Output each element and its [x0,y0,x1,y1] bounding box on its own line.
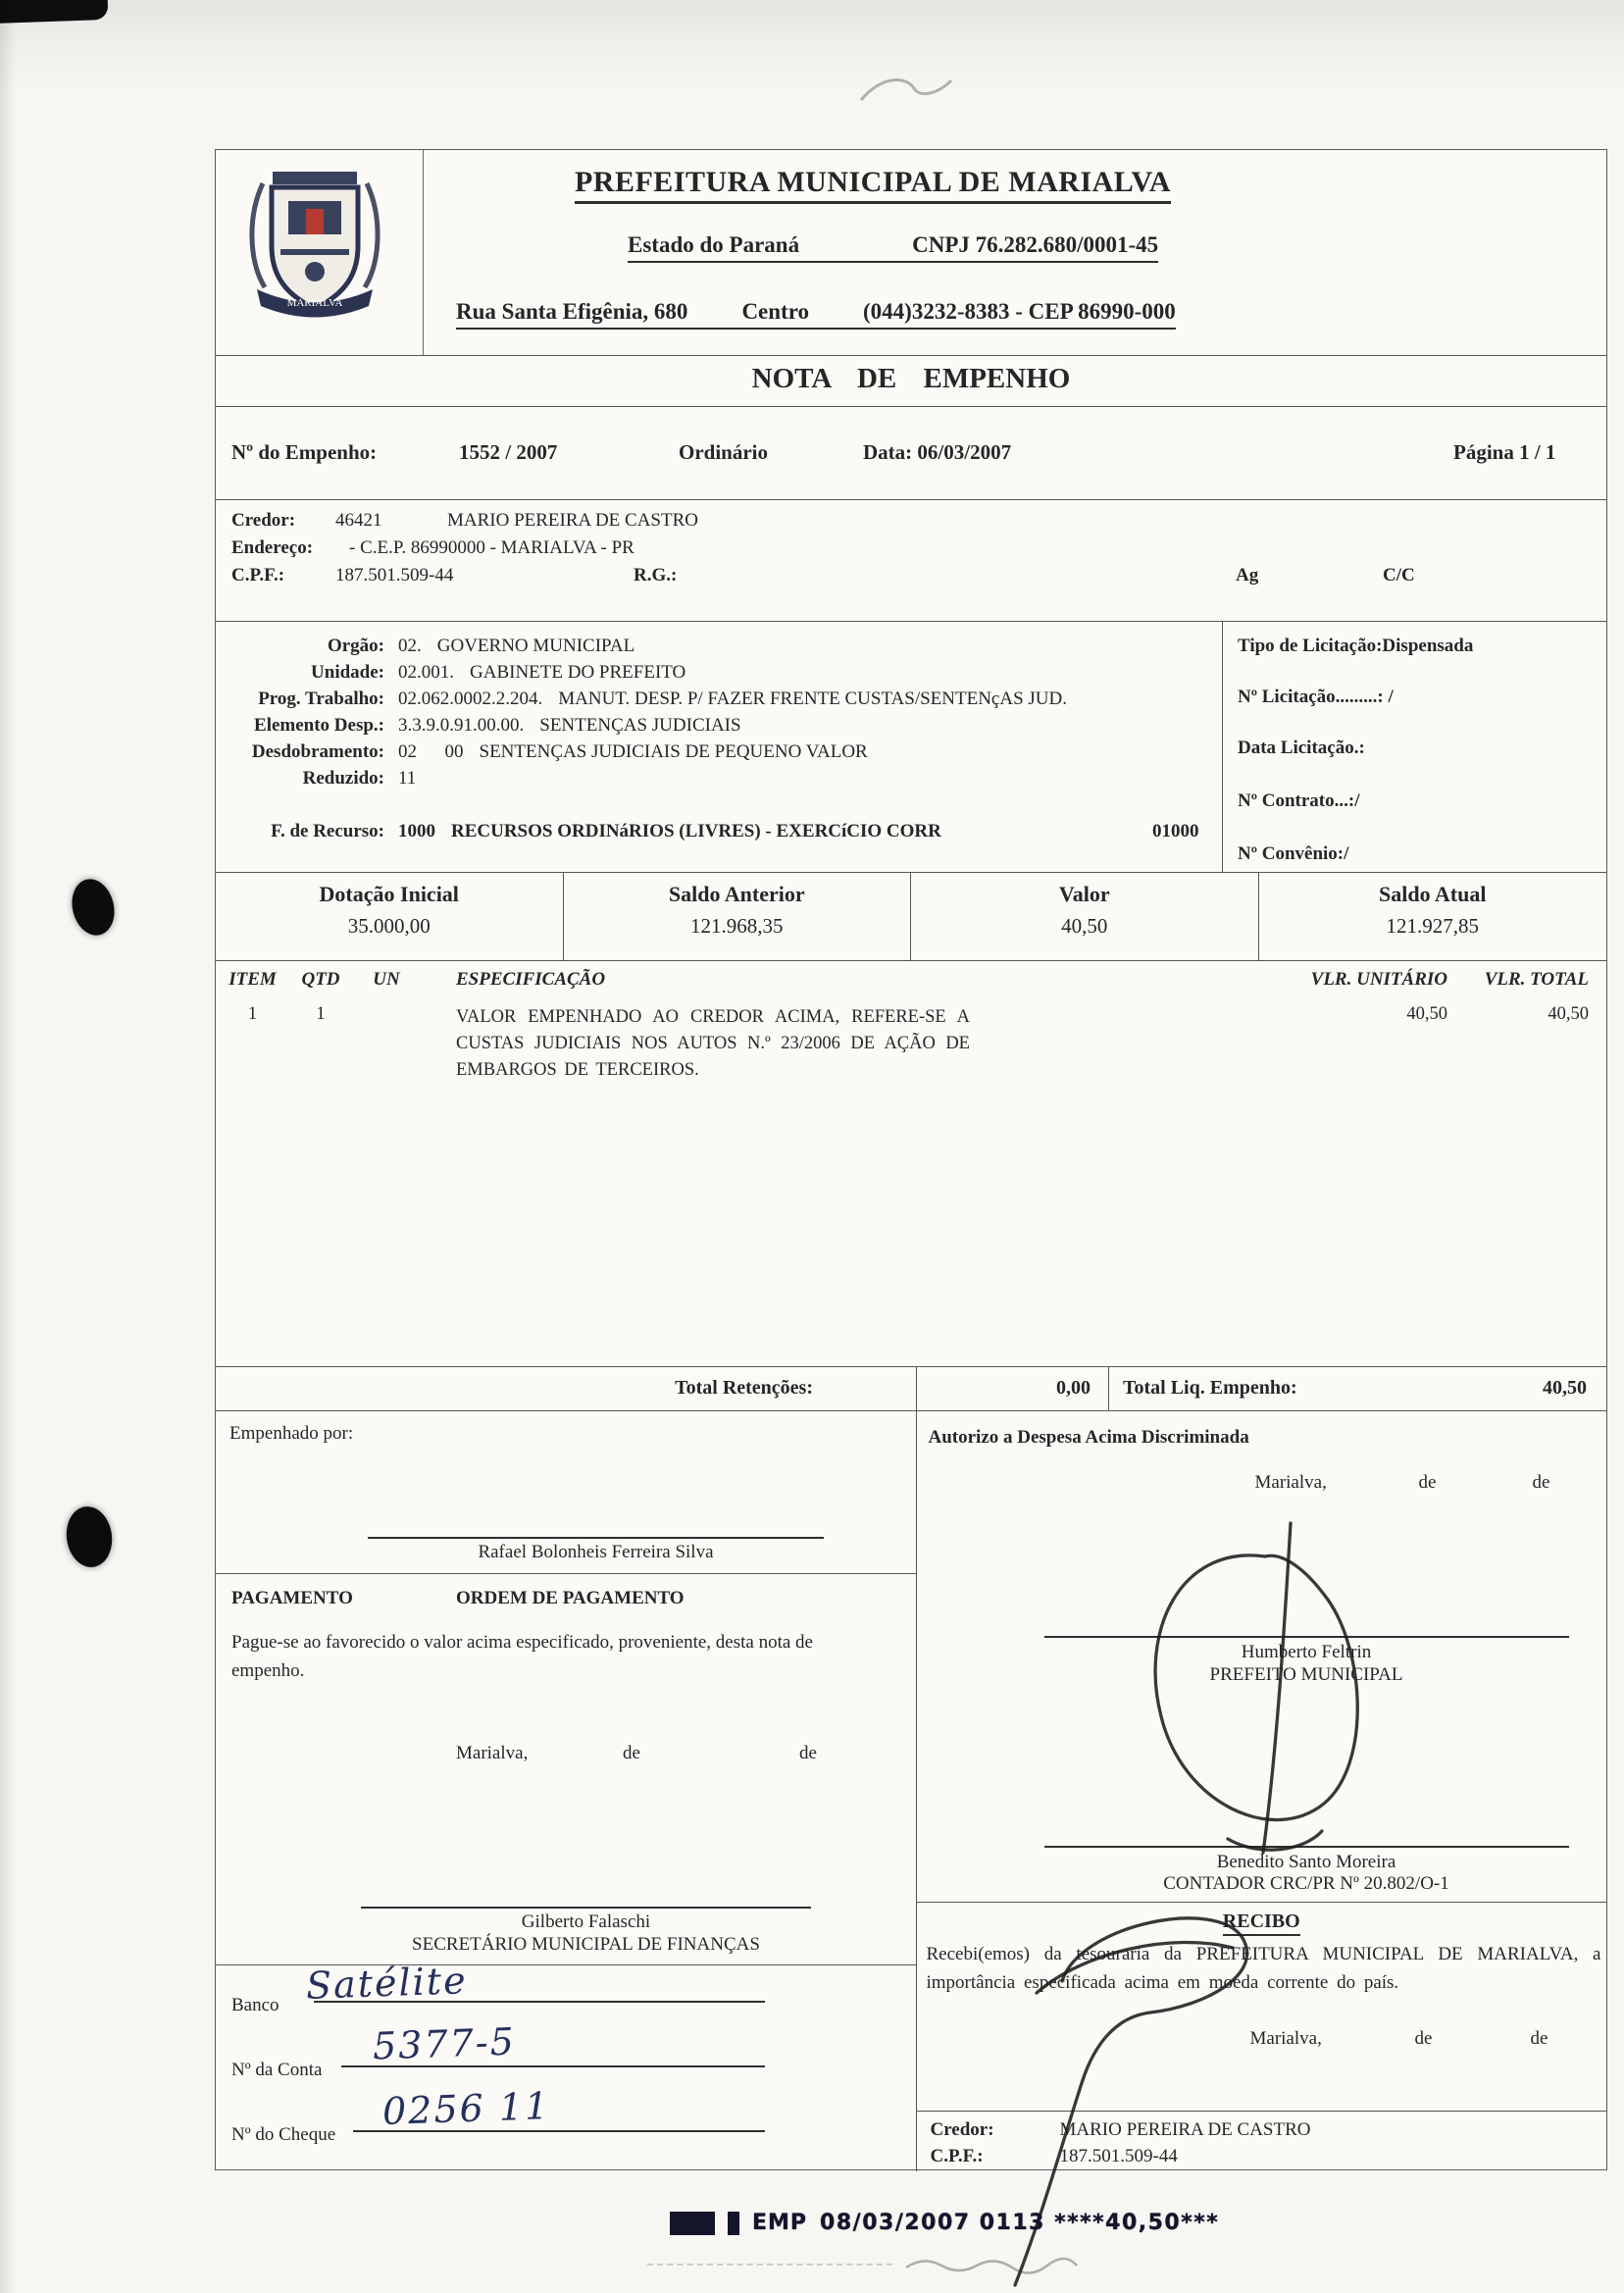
footer-left-column [216,1411,917,2171]
address-line [456,299,1176,330]
reduzido-label: Reduzido: [302,768,384,789]
banco-label: Banco [231,1995,279,2015]
prefeito-name: Humberto Feltrin [1241,1642,1372,1662]
fonte-desc: RECURSOS ORDINáRIOS (LIVRES) - EXERCíCIO CORR [451,821,941,841]
item-description: VALOR EMPENHADO AO CREDOR ACIMA, REFERE-SE A CUSTAS JUDICIAIS NOS AUTOS N.º 23/2006 DE AÇÃO DE EMBARGOS DE TERCEIROS. [456,1007,970,1080]
stamp-value-text: 08/03/2007 0113 ****40,50*** [820,2211,1220,2235]
item-quantity: 1 [316,1004,326,1024]
col-item-header: ITEM [228,969,277,990]
total-liq-value: 40,50 [1543,1377,1587,1399]
secretario-title: SECRETÁRIO MUNICIPAL DE FINANÇAS [412,1934,760,1955]
prog-code: 02.062.0002.2.204. [398,688,543,709]
scan-dashed-artifact [647,2264,892,2266]
contador-title: CONTADOR CRC/PR Nº 20.802/O-1 [1163,1873,1449,1894]
hole-punch-top [67,875,121,940]
stamp-block-glyph [728,2212,739,2235]
item-total-value: 40,50 [1548,1004,1589,1024]
rg-label: R.G.: [634,565,678,586]
dotacao-inicial-header: Dotação Inicial [319,882,459,906]
empenhado-por-label: Empenhado por: [229,1423,354,1444]
pagamento-text: Pague-se ao favorecido o valor acima especificado, proveniente, desta nota de empenho. [231,1632,813,1681]
recibo-title-wrap [917,1911,1607,1936]
page-indicator: Página 1 / 1 [1453,440,1556,464]
city-label: Marialva, [456,1743,529,1763]
dotacao-inicial-value: 35.000,00 [347,914,431,938]
elemento-label: Elemento Desp.: [254,715,384,736]
address-value: - C.E.P. 86990000 - MARIALVA - PR [349,537,634,558]
phone-cep-label: (044)3232-8383 - CEP 86990-000 [863,299,1176,324]
de-label: de [1414,2028,1433,2049]
handwritten-cheque-value: 0256 11 [381,2084,551,2133]
orgao-desc: GOVERNO MUNICIPAL [436,636,635,656]
empenhado-signer-name: Rafael Bolonheis Ferreira Silva [478,1542,714,1562]
prog-label: Prog. Trabalho: [258,688,384,709]
empenho-info-row [216,407,1606,500]
autorizo-label: Autorizo a Despesa Acima Discriminada [928,1427,1249,1448]
municipality-title: PREFEITURA MUNICIPAL DE MARIALVA [575,166,1171,204]
item-description-cell [421,1004,970,1083]
handwritten-banco-value: Satélite [305,1959,469,2008]
pagamento-label: PAGAMENTO [231,1588,353,1608]
valor-header: Valor [1058,882,1110,906]
empenho-number-label: Nº do Empenho: [231,440,378,464]
desdobramento-row [216,741,1211,763]
saldo-anterior-value: 121.968,35 [690,914,784,938]
municipality-title-wrap [363,166,1383,204]
items-header-row [216,961,1606,991]
machine-stamp [670,2211,1219,2235]
ordem-pagamento-label: ORDEM DE PAGAMENTO [456,1588,685,1608]
elemento-desc: SENTENÇAS JUDICIAIS [539,715,741,736]
de-label: de [1532,1472,1550,1493]
total-retencoes-value: 0,00 [917,1367,1109,1410]
col-total-header: VLR. TOTAL [1484,969,1589,990]
stamp-block-glyph [670,2212,715,2235]
recibo-credor-label: Credor: [930,2119,994,2140]
empenhado-signature-line [368,1537,824,1539]
prefeito-signature-line [1044,1636,1569,1638]
cpf-value: 187.501.509-44 [335,565,454,586]
street-address: Rua Santa Efigênia, 680 [456,299,688,324]
recibo-cpf-value: 187.501.509-44 [1059,2146,1178,2166]
recibo-title: RECIBO [1223,1911,1300,1936]
prog-trabalho-row [216,688,1211,710]
footer-right-column [917,1411,1607,2171]
totals-row [216,1367,1606,1411]
logo-banner-text: MARIALVA [286,297,343,309]
pen-wavy-artifact [902,2254,1089,2279]
fonte-recurso-row [216,821,1211,842]
reduzido-code: 11 [398,768,417,789]
bank-details-box [216,1959,916,2171]
address-label: Endereço: [231,537,314,558]
unidade-code: 02.001. [398,662,454,683]
de-label: de [1530,2028,1548,2049]
valor-value: 40,50 [1061,914,1108,938]
items-table [216,961,1606,1367]
scan-left-shadow [0,0,16,2293]
contador-signature-line [1044,1846,1569,1848]
licitacao-tipo: Tipo de Licitação:Dispensada [1238,636,1474,656]
stamp-emp-label: EMP [752,2211,808,2235]
de-label: de [623,1743,640,1763]
scan-corner-artifact [0,0,108,24]
hole-punch-bottom [63,1503,116,1570]
agency-label: Ag [1236,565,1259,586]
saldo-anterior-header: Saldo Anterior [668,882,805,906]
col-un-header: UN [373,969,400,990]
state-label: Estado do Paraná [628,232,800,257]
unidade-row [216,662,1211,684]
creditor-code: 46421 [335,510,382,531]
fonte-label: F. de Recurso: [271,821,384,841]
saldo-atual-header: Saldo Atual [1379,882,1487,906]
header-section [216,150,1606,356]
licitacao-data: Data Licitação.: [1238,738,1365,758]
document-title: NOTA DE EMPENHO [216,356,1606,407]
secretario-signature-line [361,1907,811,1909]
desdobramento-code: 02 00 [398,741,464,762]
contador-name: Benedito Santo Moreira [1216,1852,1396,1872]
balances-table [216,873,1606,961]
valor-cell [911,873,1259,960]
handwritten-conta-value: 5377-5 [372,2019,517,2068]
creditor-label: Credor: [231,510,296,531]
recibo-cpf-label: C.P.F.: [930,2146,984,2166]
empenhado-por-box [216,1411,916,1574]
cpf-label: C.P.F.: [231,565,285,586]
footer-section [216,1411,1606,2171]
budget-classification-section [216,622,1606,873]
secretario-name: Gilberto Falaschi [521,1911,651,1932]
prog-desc: MANUT. DESP. P/ FAZER FRENTE CUSTAS/SENTENçAS JUD. [558,688,1067,709]
saldo-atual-cell [1259,873,1607,960]
unidade-desc: GABINETE DO PREFEITO [470,662,686,683]
cheque-label: Nº do Cheque [231,2124,336,2145]
total-liq-label: Total Liq. Empenho: [1123,1377,1297,1399]
city-label: Marialva, [1249,2028,1322,2049]
district-label: Centro [741,299,809,324]
recibo-text: Recebi(emos) da tesouraria da PREFEITURA MUNICIPAL DE MARIALVA, a importância especificada acima em moeda corrente do país. [926,1944,1601,1994]
col-unit-header: VLR. UNITÁRIO [1310,969,1447,990]
saldo-anterior-cell [564,873,912,960]
item-unit-col [352,1004,421,1083]
nota-empenho-document [215,149,1607,2170]
item-row [216,1004,1606,1083]
account-label: C/C [1383,565,1415,586]
item-unit-value: 40,50 [1406,1004,1447,1024]
conta-label: Nº da Conta [231,2060,323,2080]
total-retencoes-label: Total Retenções: [216,1367,917,1410]
prefeito-title: PREFEITO MUNICIPAL [1209,1664,1403,1685]
empenho-number-value: 1552 / 2007 [459,440,558,464]
classification-divider [1222,622,1223,872]
col-espec-header: ESPECIFICAÇÃO [456,969,606,990]
cnpj-label: CNPJ 76.282.680/0001-45 [912,232,1159,257]
orgao-code: 02. [398,636,422,656]
pagamento-box [216,1574,916,1965]
recibo-creditor-box [917,2111,1607,2171]
desdobramento-desc: SENTENÇAS JUDICIAIS DE PEQUENO VALOR [479,741,868,762]
elemento-row [216,715,1211,737]
recibo-section [917,1902,1607,2111]
orgao-label: Orgão: [327,636,384,656]
fonte-extra-code: 01000 [1152,821,1199,841]
contrato-numero: Nº Contrato...:/ [1238,790,1360,811]
state-cnpj-line [628,232,1158,263]
de-label: de [799,1743,817,1763]
elemento-code: 3.3.9.0.91.00.00. [398,715,525,736]
recibo-credor-name: MARIO PEREIRA DE CASTRO [1059,2119,1311,2140]
creditor-name: MARIO PEREIRA DE CASTRO [447,510,698,531]
pen-mark-artifact [855,69,963,112]
scan-top-shading [0,0,1624,93]
de-label: de [1418,1472,1437,1493]
item-number: 1 [247,1004,258,1024]
dotacao-inicial-cell [216,873,564,960]
total-liq-cell [1109,1367,1606,1410]
col-qtd-header: QTD [301,969,340,990]
empenho-type: Ordinário [679,440,769,464]
licitacao-numero: Nº Licitação.........: / [1238,687,1394,707]
empenho-date: Data: 06/03/2007 [863,440,1012,464]
unidade-label: Unidade: [311,662,384,683]
reduzido-row [216,768,1211,790]
city-label: Marialva, [1254,1472,1327,1493]
fonte-code: 1000 [398,821,435,841]
desdobramento-label: Desdobramento: [251,741,384,762]
convenio-numero: Nº Convênio:/ [1238,843,1349,864]
saldo-atual-value: 121.927,85 [1386,914,1479,938]
orgao-row [216,636,1211,657]
creditor-section [216,500,1606,622]
